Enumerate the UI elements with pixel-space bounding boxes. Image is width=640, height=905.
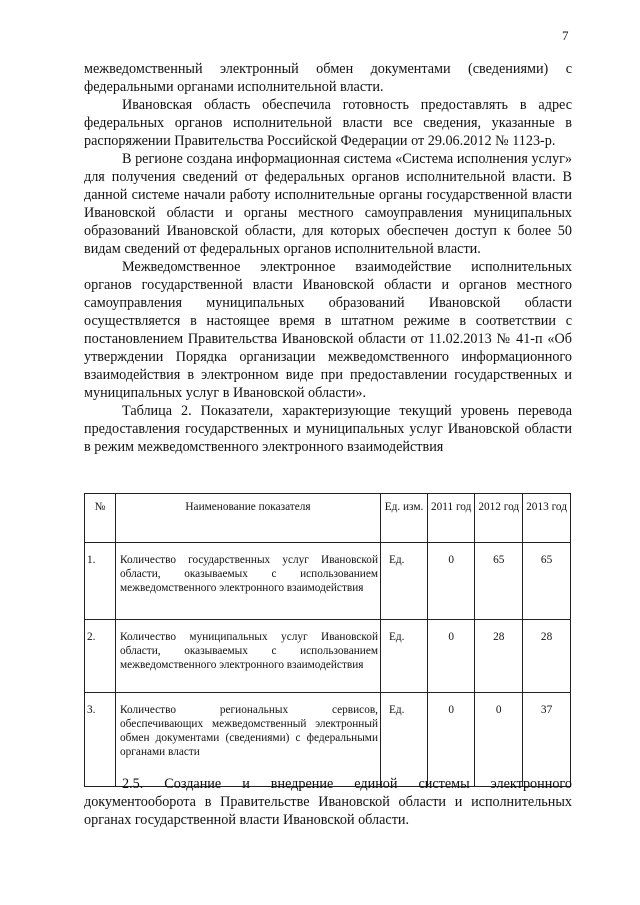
row-indicator-name: Количество региональных сервисов, обеспечивающих межведомственный электронный обмен документами (сведениями) с федеральными органами власти — [116, 693, 381, 787]
paragraph-readiness: Ивановская область обеспечила готовность предоставлять в адрес федеральных органов исполнительной власти все сведения, указанные в распоряжении Правительства Российской Федерации от 29.06.2012 № 1123-р. — [84, 97, 572, 149]
header-indicator-name: Наименование показателя — [116, 494, 381, 543]
header-2012: 2012 год — [475, 494, 523, 543]
row-unit: Ед. — [381, 620, 428, 693]
header-2011: 2011 год — [428, 494, 475, 543]
header-unit: Ед. изм. — [381, 494, 428, 543]
table-row — [85, 693, 571, 787]
row-indicator-name: Количество государственных услуг Ивановской области, оказываемых с использованием межведомственного электронного взаимодействия — [116, 543, 381, 620]
row-number: 2. — [85, 620, 116, 693]
header-number: № — [85, 494, 116, 543]
row-value-2012: 0 — [475, 693, 523, 787]
paragraph-info-system: В регионе создана информационная система «Система исполнения услуг» для получения сведений от федеральных органов исполнительной власти. В данной системе начали работу исполнительные органы государственной власти Ивановской области и органы местного самоуправления муниципальных образований Ивановской области, для которых обеспечен доступ к более 50 видам сведений от федеральных органов исполнительной власти. — [84, 151, 572, 257]
body-text — [84, 60, 572, 456]
row-value-2012: 28 — [475, 620, 523, 693]
row-value-2011: 0 — [428, 543, 475, 620]
row-value-2013: 28 — [523, 620, 571, 693]
page-number: 7 — [562, 28, 569, 43]
row-value-2012: 65 — [475, 543, 523, 620]
row-value-2011: 0 — [428, 620, 475, 693]
paragraph-interaction: Межведомственное электронное взаимодействие исполнительных органов государственной власти Ивановской области и органов местного самоуправления муниципальных образований Ивановской области осуществляется в настоящее время в штатном режиме в соответствии с постановлением Правительства Ивановской области от 11.02.2013 № 41-п «Об утверждении Порядка организации межведомственного информационного взаимодействия в электронном виде при предоставлении государственных и муниципальных услуг в Ивановской области». — [84, 259, 572, 401]
section-heading-block — [84, 775, 572, 829]
row-value-2013: 37 — [523, 693, 571, 787]
row-unit: Ед. — [381, 543, 428, 620]
header-2013: 2013 год — [523, 494, 571, 543]
row-unit: Ед. — [381, 693, 428, 787]
indicators-table — [84, 493, 571, 787]
table-caption: Таблица 2. Показатели, характеризующие текущий уровень перевода предоставления государственных и муниципальных услуг Ивановской области в режим межведомственного электронного взаимодействия — [84, 403, 572, 455]
section-2-5: 2.5. Создание и внедрение единой системы электронного документооборота в Правительстве Ивановской области и исполнительных органах государственной власти Ивановской области. — [84, 776, 572, 828]
table-row — [85, 620, 571, 693]
row-value-2013: 65 — [523, 543, 571, 620]
row-number: 3. — [85, 693, 116, 787]
table-header-row — [85, 494, 571, 543]
paragraph-continuation: межведомственный электронный обмен документами (сведениями) с федеральными органами исполнительной власти. — [84, 61, 572, 95]
row-number: 1. — [85, 543, 116, 620]
table-row — [85, 543, 571, 620]
row-value-2011: 0 — [428, 693, 475, 787]
row-indicator-name: Количество муниципальных услуг Ивановской области, оказываемых с использованием межведомственного электронного взаимодействия — [116, 620, 381, 693]
